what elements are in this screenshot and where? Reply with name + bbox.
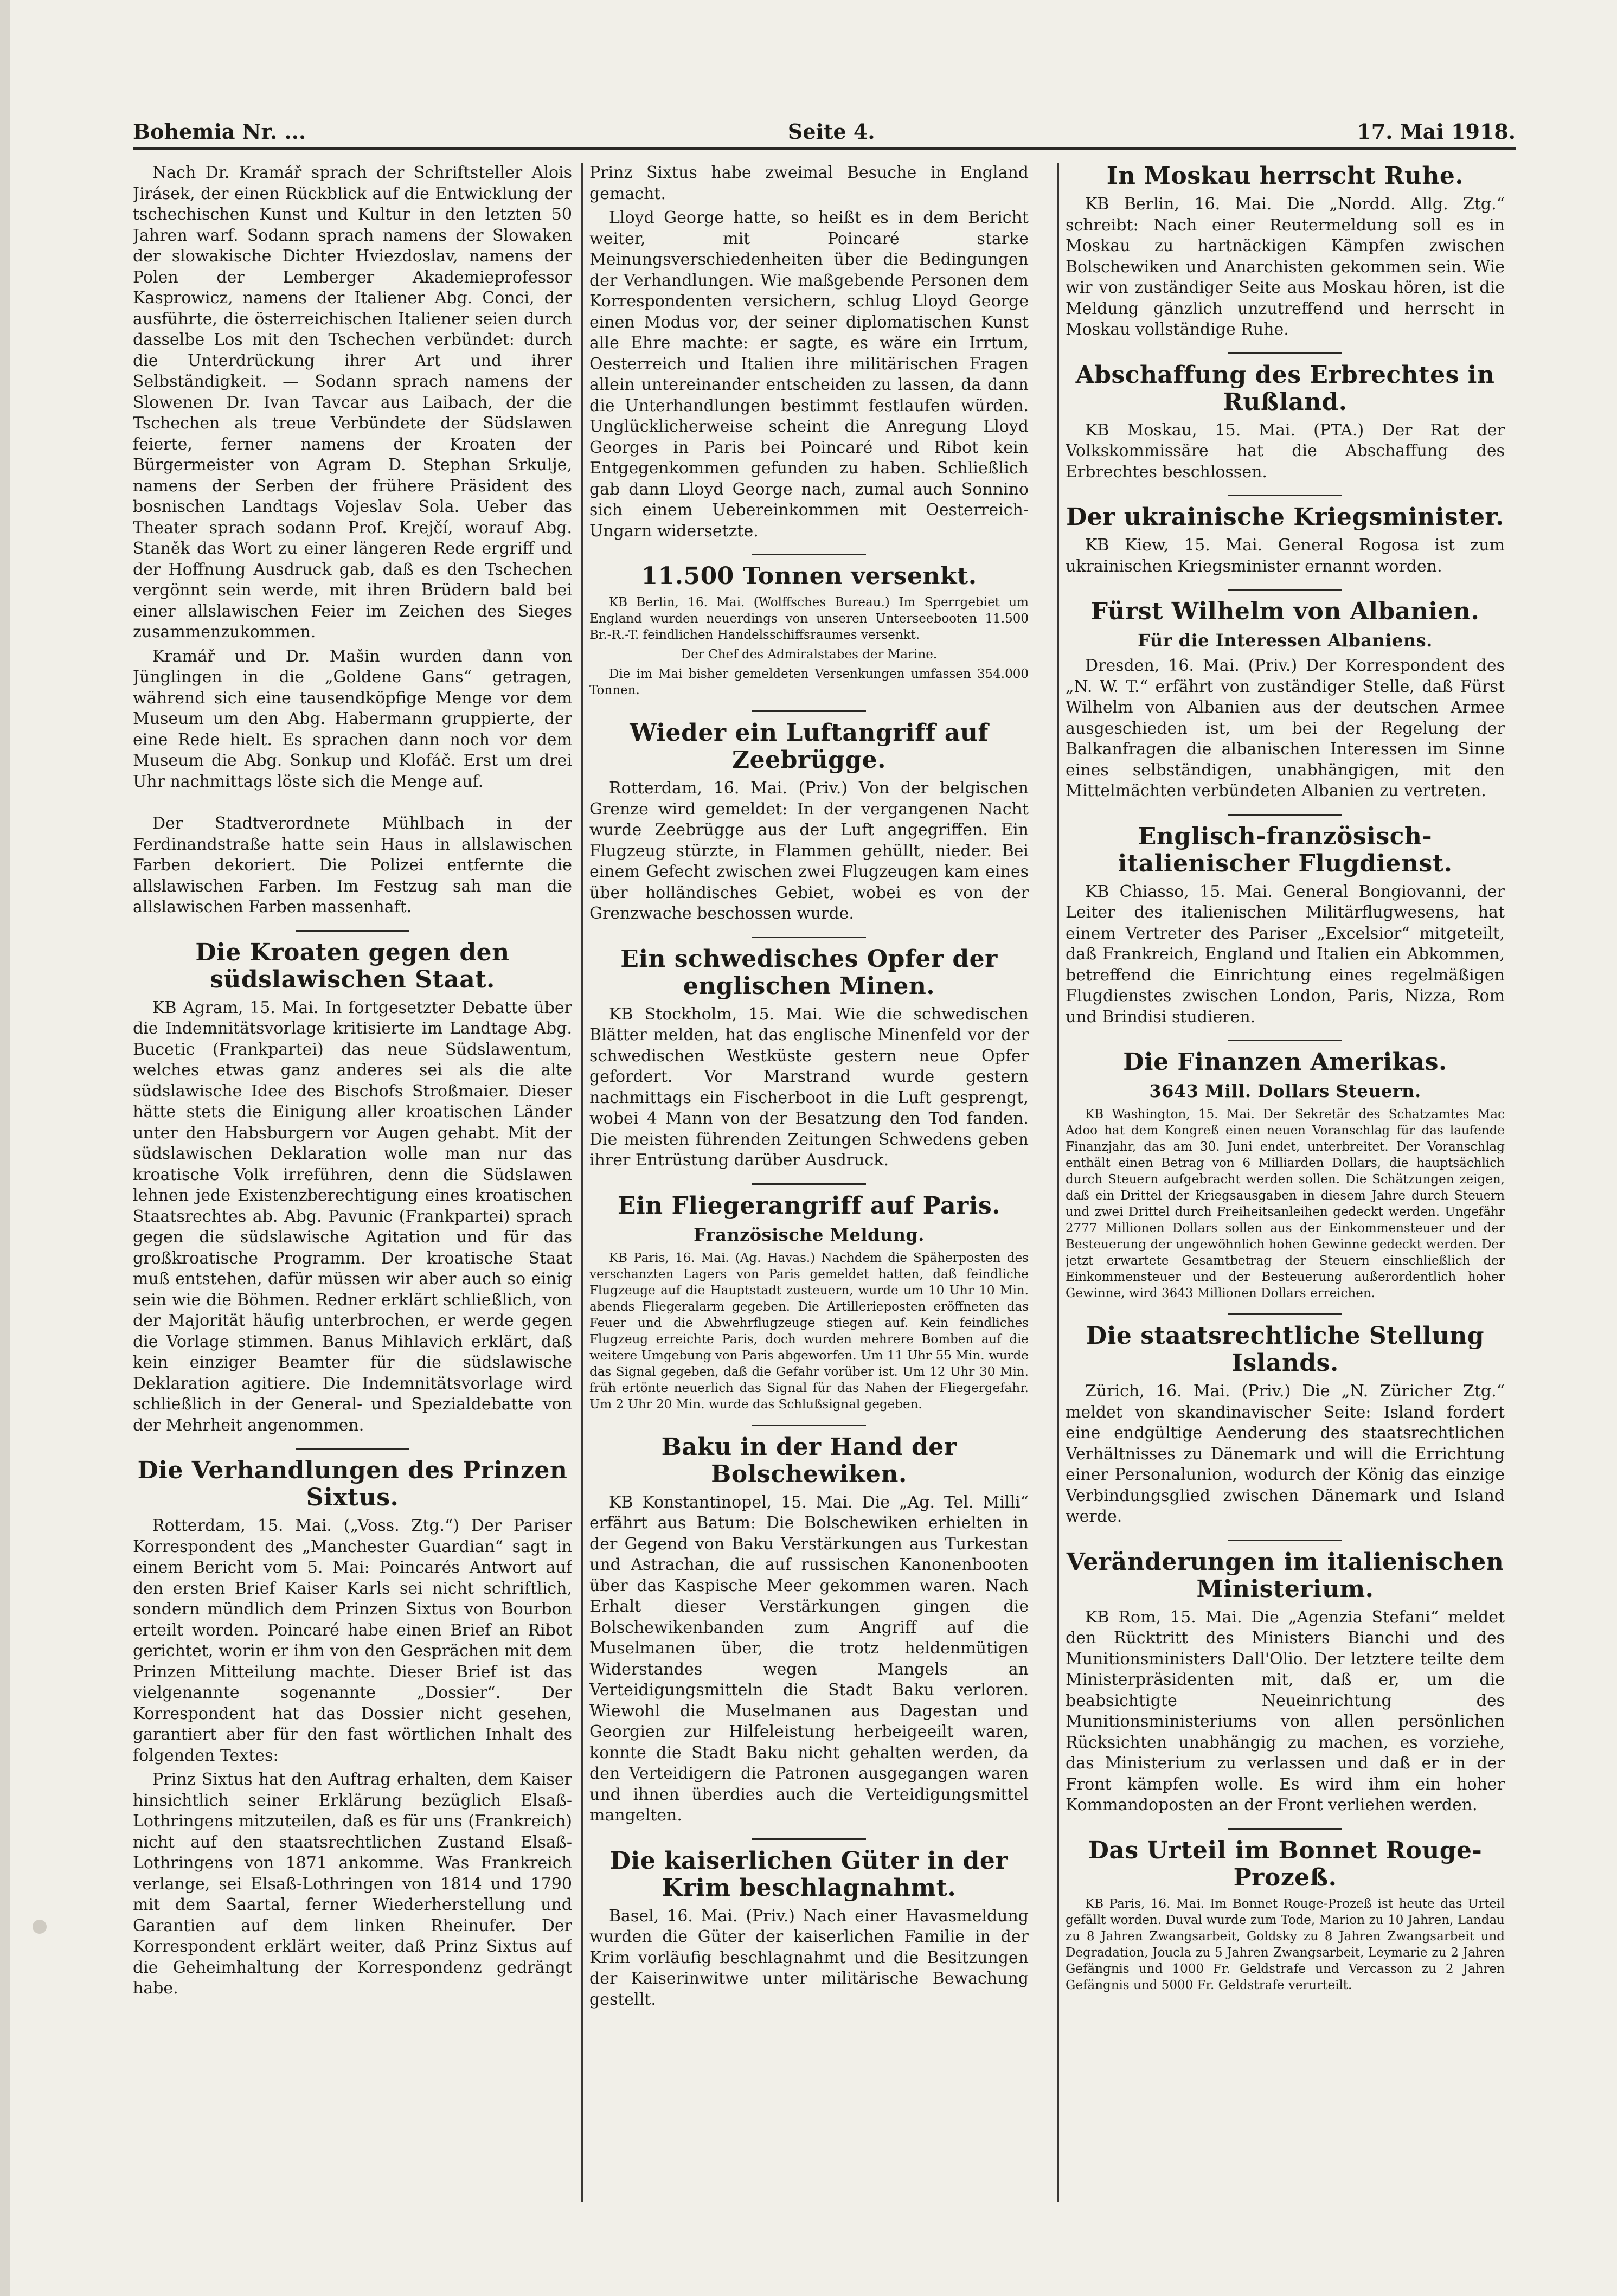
article-paragraph: Die im Mai bisher gemeldeten Versenkungen umfassen 354.000 Tonnen. bbox=[589, 667, 1029, 697]
article-paragraph: Zürich, 16. Mai. (Priv.) Die „N. Züricher Ztg.“ meldet von skandinavischer Seite: Island fordert eine endgültige Aenderung des staatsrechtlichen Verhältnisses zu Dänemark und will die Errichtung einer Personalunion, wodurch der König das einzige Verbindungsglied zwischen Dänemark und Island werde. bbox=[1066, 1382, 1505, 1526]
article-paragraph: Der Stadtverordnete Mühlbach in der Ferdinandstraße hatte sein Haus in allslawischen Farben dekoriert. Die Polizei entfernte die allslawischen Farben. Im Festzug sah man die allslawischen Farben massenhaft. bbox=[133, 814, 572, 916]
article-paragraph: Rotterdam, 15. Mai. („Voss. Ztg.“) Der Pariser Korrespondent des „Manchester Guardian“ sagt in einem Bericht vom 5. Mai: Poincarés Antwort auf den ersten Brief Kaiser Karls sei nicht schriftlich, sondern mündlich dem Prinzen Sixtus von Bourbon erteilt worden. Poincaré habe einen Brief an Ribot gerichtet, worin er ihm von den Gesprächen mit dem Prinzen Mitteilung machte. Dieser Brief ist das vielgenannte sogenannte „Dossier“. Der Korrespondent hat das Dossier nicht gesehen, garantiert aber für den fast wörtlichen Inhalt des folgenden Textes: bbox=[133, 1516, 572, 1765]
headline: Die kaiserlichen Güter in der Krim beschlagnahmt. bbox=[609, 1846, 1009, 1902]
headline: Die staatsrechtliche Stellung Islands. bbox=[1086, 1322, 1484, 1377]
article-paragraph: Nach Dr. Kramář sprach der Schriftsteller Alois Jirásek, der einen Rückblick auf die Entwicklung der tschechischen Kunst und Kultur in den letzten 50 Jahren warf. Sodann sprach namens der Slowaken der slowakische Dichter Hviezdoslav, namens der Polen der Lemberger Akademieprofessor Kasprowicz, namens der Italiener Abg. Conci, der ausführte, die österreichischen Italiener seien durch dasselbe Los mit den Tschechen verbündet: durch die Unterdrückung ihrer Art und ihrer Selbständigkeit. — Sodann sprach namens der Slowenen Dr. Ivan Tavcar aus Laibach, der die Tschechen als treue Verbündete der Südslawen feierte, ferner namens der Kroaten der Bürgermeister von Agram D. Stephan Srkulje, namens der Serben der frühere Präsident des bosnischen Landtags Vojeslav Sola. Ueber das Theater sprach sodann Prof. Krejčí, worauf Abg. Staněk das Wort zu einer längeren Rede ergriff und der Hoffnung Ausdruck gab, daß es den Tschechen vergönnt sein werde, mit ihren Brüdern bald bei einer allslawischen Feier im Zeichen des Sieges zusammenzukommen. bbox=[133, 163, 572, 642]
separator bbox=[1228, 1540, 1342, 1541]
headline: Veränderungen im italienischen Ministerium. bbox=[1066, 1548, 1504, 1603]
headline: Englisch-französisch-italienischer Flugdienst. bbox=[1118, 822, 1453, 877]
subheadline: 3643 Mill. Dollars Steuern. bbox=[1149, 1081, 1421, 1101]
headline: 11.500 Tonnen versenkt. bbox=[641, 562, 977, 590]
headline: Ein Fliegerangriff auf Paris. bbox=[617, 1191, 1001, 1220]
separator bbox=[752, 937, 866, 938]
separator bbox=[752, 1838, 866, 1840]
separator bbox=[752, 1425, 866, 1426]
separator bbox=[752, 710, 866, 712]
article-paragraph: KB Stockholm, 15. Mai. Wie die schwedischen Blätter melden, hat das englische Minenfeld vor der schwedischen Westküste gestern neue Opfer gefordert. Vor Marstrand wurde gestern nachmittags ein Fischerboot in die Luft gesprengt, wobei 4 Mann von der Besatzung den Tod fanden. Die meisten führenden Zeitungen Schwedens geben ihrer Entrüstung darüber Ausdruck. bbox=[589, 1004, 1029, 1170]
separator bbox=[1228, 814, 1342, 816]
separator bbox=[1228, 1040, 1342, 1041]
column-divider-1 bbox=[581, 163, 583, 2202]
column-1 bbox=[133, 163, 572, 2202]
punch-hole bbox=[33, 1920, 47, 1934]
headline: Abschaffung des Erbrechtes in Rußland. bbox=[1075, 361, 1495, 416]
article-paragraph: KB Rom, 15. Mai. Die „Agenzia Stefani“ meldet den Rücktritt des Ministers Bianchi und des Munitionsministers Dall'Olio. Der letztere teilte dem Ministerpräsidenten mit, daß er, um die beabsichtigte Neueinrichtung des Munitionsministeriums von allen persönlichen Rücksichten unabhängig zu machen, es vorziehe, das Ministerium zu verlassen und daß er in der Front kämpfen wolle. Es wird ihm ein hoher Kommandoposten an der Front verliehen werden. bbox=[1066, 1607, 1505, 1814]
article-paragraph: KB Paris, 16. Mai. (Ag. Havas.) Nachdem die Späherposten des verschanzten Lagers von Paris gemeldet hatten, daß feindliche Flugzeuge auf die Hauptstadt zusteuern, wurde um 10 Uhr 10 Min. abends Fliegeralarm gegeben. Die Artillerieposten eröffneten das Feuer und die Abwehrflugzeuge stiegen auf. Kein feindliches Flugzeug erreichte Paris, doch wurden mehrere Bomben auf die weitere Umgebung von Paris abgeworfen. Um 11 Uhr 55 Min. wurde das Signal gegeben, daß die Gefahr vorüber ist. Um 12 Uhr 30 Min. früh ertönte neuerlich das Signal für das Nahen der Fliegergefahr. Um 2 Uhr 20 Min. wurde das Schlußsignal gegeben. bbox=[589, 1250, 1029, 1412]
separator bbox=[1228, 1828, 1342, 1830]
article-paragraph: Dresden, 16. Mai. (Priv.) Der Korrespondent des „N. W. T.“ erfährt von zuständiger Stelle, daß Fürst Wilhelm von Albanien aus der deutschen Armee ausgeschieden ist, um bei der Regelung der Balkanfragen die albanischen Interessen im Sinne eines selbständigen, unabhängigen, mit den Mittelmächten verbündeten Albanien zu vertreten. bbox=[1066, 656, 1505, 800]
article-paragraph: KB Berlin, 16. Mai. (Wolffsches Bureau.) Im Sperrgebiet um England wurden neuerdings von unseren Unterseebooten 11.500 Br.-R.-T. feindlichen Handelsschiffsraumes versenkt. bbox=[589, 595, 1029, 642]
header-date: 17. Mai 1918. bbox=[1357, 119, 1516, 144]
separator bbox=[1228, 1313, 1342, 1315]
article-paragraph: KB Moskau, 15. Mai. (PTA.) Der Rat der Volkskommissäre hat die Abschaffung des Erbrechtes beschlossen. bbox=[1066, 420, 1505, 482]
subheadline: Französische Meldung. bbox=[694, 1224, 925, 1245]
column-2 bbox=[589, 163, 1029, 2202]
article-paragraph: KB Agram, 15. Mai. In fortgesetzter Debatte über die Indemnitätsvorlage kritisierte im Landtage Abg. Bucetic (Frankpartei) das neue Südslawentum, welches etwas ganz anderes sei als die alte südslawische Idee des Bischofs Stroßmaier. Dieser hätte stets die Einigung aller kroatischen Länder unter den Habsburgern vor Augen gehabt. Mit der südslawischen Deklaration wolle man nur das kroatische Volk irreführen, denn die Südslawen lehnen jede Existenzberechtigung eines kroatischen Staatsrechtes ab. Abg. Pavunic (Frankpartei) sprach gegen die südslawische Agitation und für das großkroatische Programm. Der kroatische Staat muß entstehen, dafür müssen wir aber auch so einig sein wie die Böhmen. Redner erklärt schließlich, von der Majorität häufig unterbrochen, er werde gegen die Vorlage stimmen. Banus Mihlavich erklärt, daß kein einziger Beamter für die südslawische Deklaration agitiere. Die Indemnitätsvorlage wird schließlich in der General- und Spezialdebatte von der Mehrheit angenommen. bbox=[133, 998, 572, 1435]
article-paragraph: KB Washington, 15. Mai. Der Sekretär des Schatzamtes Mac Adoo hat dem Kongreß einen neuen Voranschlag für das laufende Finanzjahr, das am 30. Juni endet, unterbreitet. Der Voranschlag enthält einen Betrag von 6 Milliarden Dollars, die hauptsächlich durch Steuern aufgebracht werden sollen. Die Schätzungen zeigen, daß ein Drittel der Kriegsausgaben in diesem Jahre durch Steuern und zwei Drittel durch Freiheitsanleihen gedeckt werden. Ungefähr 2777 Millionen Dollars sollen aus der Einkommensteuer und der Besteuerung der ungewöhnlich hohen Gewinne gedeckt werden. Der jetzt erwartete Gesamtbetrag der Steuern einschließlich der Einkommensteuer und der Besteuerung außerordentlich hoher Gewinne, wird 3643 Millionen Dollars erreichen. bbox=[1066, 1107, 1505, 1300]
headline: In Moskau herrscht Ruhe. bbox=[1106, 163, 1464, 190]
headline: Die Finanzen Amerikas. bbox=[1123, 1048, 1447, 1076]
separator bbox=[1228, 495, 1342, 496]
article-signature: Der Chef des Admiralstabes der Marine. bbox=[681, 647, 938, 662]
column-3 bbox=[1066, 163, 1505, 2202]
headline: Die Verhandlungen des Prinzen Sixtus. bbox=[137, 1457, 568, 1511]
headline: Wieder ein Luftangriff auf Zeebrügge. bbox=[630, 719, 989, 774]
headline: Baku in der Hand der Bolschewiken. bbox=[661, 1433, 957, 1488]
headline: Der ukrainische Kriegsminister. bbox=[1066, 503, 1504, 531]
separator bbox=[1228, 589, 1342, 591]
article-paragraph: Prinz Sixtus habe zweimal Besuche in England gemacht. bbox=[589, 163, 1029, 203]
header-page-number: Seite 4. bbox=[787, 119, 875, 144]
separator bbox=[296, 930, 409, 932]
article-paragraph: KB Chiasso, 15. Mai. General Bongiovanni, der Leiter des italienischen Militärflugwesens, hat einem Vertreter des Pariser „Excelsior“ mitgeteilt, daß Frankreich, England und Italien ein Abkommen, betreffend die Einrichtung eines regelmäßigen Flugdienstes zwischen London, Paris, Nizza, Rom und Brindisi studieren. bbox=[1066, 882, 1505, 1027]
separator bbox=[296, 1448, 409, 1450]
headline: Das Urteil im Bonnet Rouge-Prozeß. bbox=[1088, 1836, 1483, 1891]
article-paragraph: Basel, 16. Mai. (Priv.) Nach einer Havasmeldung wurden die Güter der kaiserlichen Familie in der Krim vorläufig beschlagnahmt und die Besitzungen der Kaiserinwitwe unter militärische Bewachung gestellt. bbox=[589, 1906, 1029, 2009]
separator bbox=[752, 1183, 866, 1185]
page-header bbox=[133, 111, 1516, 144]
article-paragraph: KB Kiew, 15. Mai. General Rogosa ist zum ukrainischen Kriegsminister ernannt worden. bbox=[1066, 536, 1505, 576]
article-paragraph: KB Konstantinopel, 15. Mai. Die „Ag. Tel. Milli“ erfährt aus Batum: Die Bolschewiken erhielten in der Gegend von Baku Verstärkungen aus Turkestan und Astrachan, die auf russischen Kanonenbooten über das Kaspische Meer gekommen waren. Nach Erhalt dieser Verstärkungen gingen die Bolschewikenbanden zum Angriff auf die Muselmanen über, die trotz heldenmütigen Widerstandes wegen Mangels an Verteidigungsmitteln die Stadt Baku verloren. Wiewohl die Muselmanen aus Dagestan und Georgien zur Hilfeleistung herbeigeeilt waren, konnte die Stadt Baku nicht gehalten werden, da den Verteidigern die Patronen ausgegangen waren und ihnen überdies auch die Verteidigungsmittel mangelten. bbox=[589, 1492, 1029, 1825]
article-paragraph: Kramář und Dr. Mašin wurden dann von Jünglingen in die „Goldene Gans“ getragen, während sich eine tausendköpfige Menge vor dem Museum um den Abg. Habermann gruppierte, der eine Rede hielt. Es sprachen dann noch vor dem Museum die Abg. Sonkup und Klofáč. Erst um drei Uhr nachmittags löste sich die Menge auf. bbox=[133, 646, 572, 791]
article-paragraph: Prinz Sixtus hat den Auftrag erhalten, dem Kaiser hinsichtlich seiner Erklärung bezüglich Elsaß-Lothringens mitzuteilen, daß es für uns (Frankreich) nicht auf den staatsrechtlichen Zustand Elsaß-Lothringens von 1871 ankomme. Was Frankreich verlange, sei Elsaß-Lothringen von 1814 und 1790 mit dem Saartal, ferner Wiederherstellung und Garantien auf dem linken Rheinufer. Der Korrespondent erklärt weiter, daß Prinz Sixtus auf die Geheimhaltung der Korrespondenz gedrängt habe. bbox=[133, 1770, 572, 1998]
article-paragraph: Lloyd George hatte, so heißt es in dem Bericht weiter, mit Poincaré starke Meinungsverschiedenheiten über die Bedingungen der Verhandlungen. Wie maßgebende Personen dem Korrespondenten versichern, schlug Lloyd George einen Modus vor, der seiner diplomatischen Kunst alle Ehre machte: er sagte, es wäre ein Irrtum, Oesterreich und Italien ihre militärischen Fragen allein untereinander entscheiden zu lassen, da dann die Unterhandlungen bestimmt festlaufen würden. Unglücklicherweise scheint die Anregung Lloyd Georges in Paris bei Poincaré und Ribot kein Entgegenkommen gefunden zu haben. Schließlich gab dann Lloyd George nach, zumal auch Sonnino sich einem Uebereinkommen mit Oesterreich-Ungarn widersetzte. bbox=[589, 208, 1029, 541]
article-paragraph: KB Paris, 16. Mai. Im Bonnet Rouge-Prozeß ist heute das Urteil gefällt worden. Duval wurde zum Tode, Marion zu 10 Jahren, Landau zu 8 Jahren Zwangsarbeit, Goldsky zu 8 Jahren Zwangsarbeit und Degradation, Joucla zu 5 Jahren Zwangsarbeit, Leymarie zu 2 Jahren Gefängnis und 1000 Fr. Geldstrafe und Vercasson zu 2 Jahren Gefängnis und 5000 Fr. Geldstrafe verurteilt. bbox=[1066, 1896, 1505, 1992]
separator bbox=[752, 554, 866, 555]
header-rule bbox=[133, 147, 1516, 150]
article-paragraph: Rotterdam, 16. Mai. (Priv.) Von der belgischen Grenze wird gemeldet: In der vergangenen Nacht wurde Zeebrügge aus der Luft angegriffen. Ein Flugzeug stürzte, in Flammen gehüllt, nieder. Bei einem Gefecht zwischen zwei Flugzeugen kam eines über holländisches Gebiet, wobei es von der Grenzwache beschossen wurde. bbox=[589, 779, 1029, 923]
headline: Fürst Wilhelm von Albanien. bbox=[1090, 598, 1480, 625]
header-masthead: Bohemia Nr. ... bbox=[133, 119, 306, 144]
article-paragraph: KB Berlin, 16. Mai. Die „Nordd. Allg. Ztg.“ schreibt: Nach einer Reutermeldung soll es in Moskau zu hartnäckigen Kämpfen zwischen Bolschewiken und Anarchisten gekommen sein. Wie wir von zuständiger Seite aus Moskau hören, ist die Meldung gänzlich unzutreffend und herrscht in Moskau vollständige Ruhe. bbox=[1066, 195, 1505, 339]
headline: Die Kroaten gegen den südslawischen Staat. bbox=[195, 938, 510, 993]
separator bbox=[1228, 352, 1342, 354]
subheadline: Für die Interessen Albaniens. bbox=[1138, 630, 1433, 651]
column-divider-2 bbox=[1057, 163, 1059, 2202]
headline: Ein schwedisches Opfer der englischen Minen. bbox=[620, 945, 998, 1000]
